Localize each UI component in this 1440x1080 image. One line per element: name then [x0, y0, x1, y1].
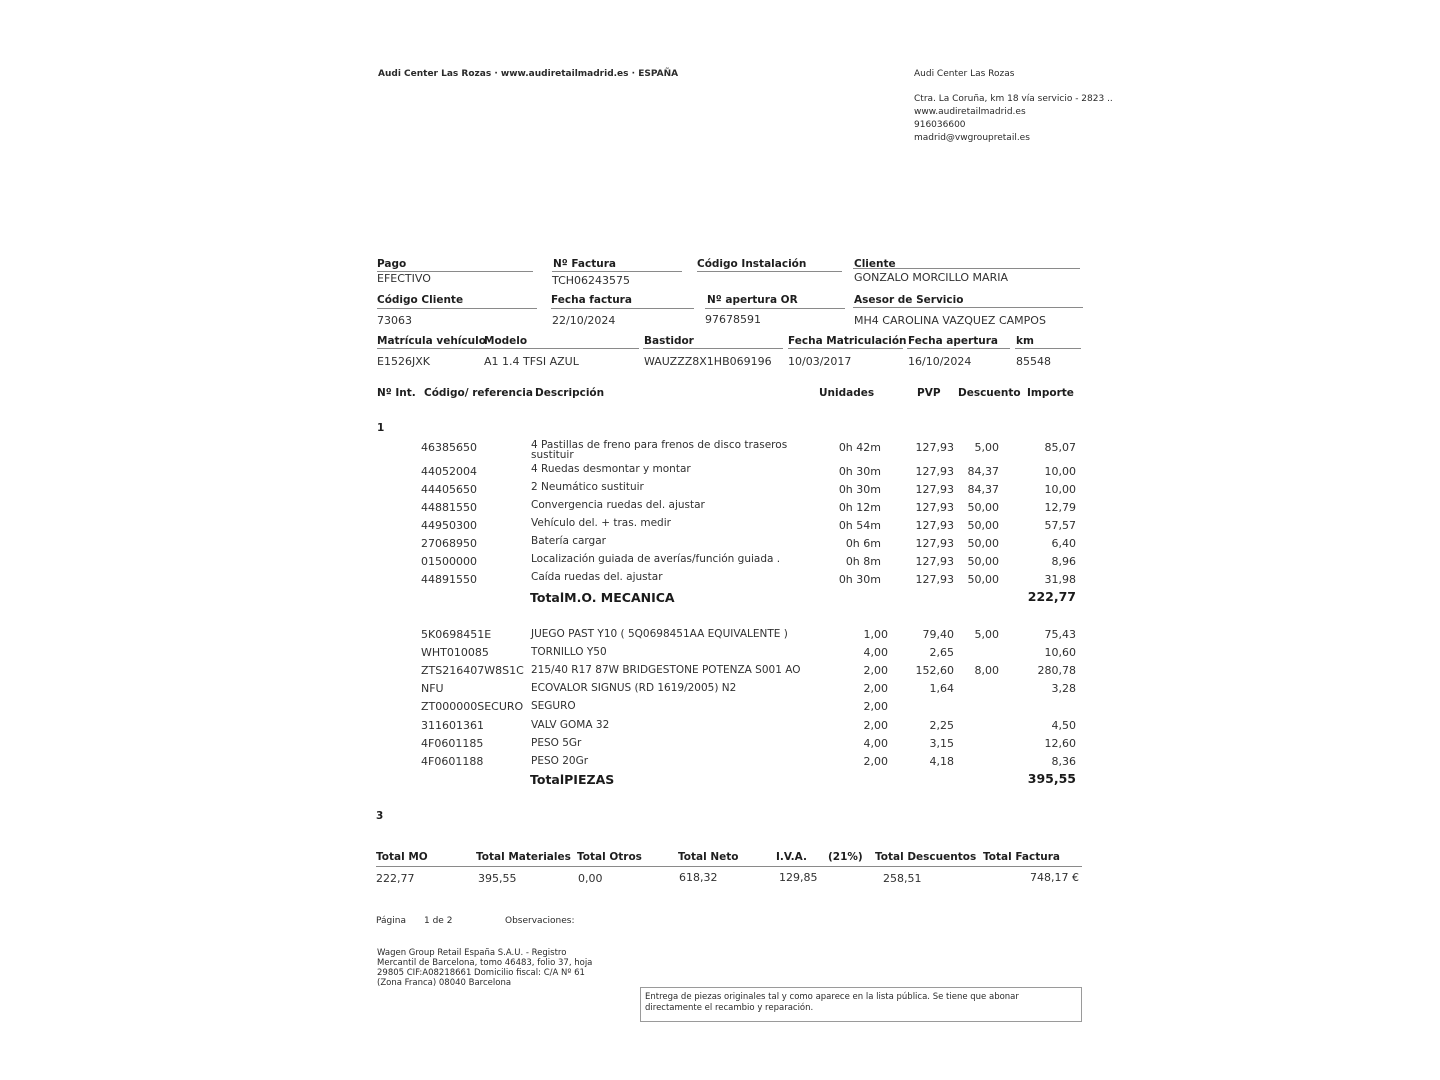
legal-line-4: (Zona Franca) 08040 Barcelona [377, 978, 512, 988]
codigo-cliente-value: 73063 [377, 314, 412, 327]
item-amount: 10,00 [1044, 483, 1076, 496]
part-units: 4,00 [863, 646, 888, 659]
part-pvp: 3,15 [929, 737, 954, 750]
iva-label: I.V.A. [776, 851, 807, 863]
part-amount: 10,60 [1044, 646, 1076, 659]
part-description: SEGURO [531, 700, 576, 712]
total-factura-value: 748,17 € [1030, 871, 1079, 884]
part-description: VALV GOMA 32 [531, 719, 610, 731]
note-box [640, 987, 1082, 1022]
legal-line-2: Mercantil de Barcelona, tomo 46483, folio 37, hoja [377, 958, 593, 968]
part-pvp: 4,18 [929, 755, 954, 768]
part-code: 311601361 [421, 719, 484, 732]
item-code: 46385650 [421, 441, 477, 454]
item-description: Batería cargar [531, 535, 606, 547]
total-mo-value: 222,77 [376, 872, 415, 885]
item-description: 4 Ruedas desmontar y montar [531, 463, 691, 475]
col-descuento: Descuento [958, 387, 1021, 399]
note-line-2: directamente el recambio y reparación. [645, 1003, 814, 1013]
item-description: Vehículo del. + tras. medir [531, 517, 671, 529]
matricula-value: E1526JXK [377, 355, 430, 368]
item-description: Caída ruedas del. ajustar [531, 571, 663, 583]
part-units: 2,00 [863, 700, 888, 713]
item-amount: 31,98 [1044, 573, 1076, 586]
item-amount: 6,40 [1051, 537, 1076, 550]
col-n-int: Nº Int. [377, 387, 416, 399]
dealer-phone: 916036600 [914, 120, 966, 130]
total-descuentos-label: Total Descuentos [875, 851, 977, 863]
section-number-3: 3 [376, 810, 384, 822]
part-code: ZT000000SECURO [421, 700, 524, 713]
part-amount: 3,28 [1051, 682, 1076, 695]
item-units: 0h 30m [838, 483, 881, 496]
part-pvp: 2,65 [929, 646, 954, 659]
item-amount: 57,57 [1044, 519, 1076, 532]
dealer-address: Ctra. La Coruña, km 18 vía servicio - 2823 .. [914, 94, 1113, 104]
item-code: 01500000 [421, 555, 477, 568]
item-discount: 50,00 [967, 501, 999, 514]
col-descripcion: Descripción [535, 387, 605, 399]
item-discount: 50,00 [967, 519, 999, 532]
bastidor-label: Bastidor [644, 335, 694, 347]
part-description: PESO 20Gr [531, 755, 589, 767]
factura-label: Nº Factura [553, 258, 616, 270]
item-pvp: 127,93 [915, 483, 954, 496]
dealer-name: Audi Center Las Rozas [914, 69, 1015, 79]
item-units: 0h 30m [838, 465, 881, 478]
dealer-web: www.audiretailmadrid.es [914, 107, 1026, 117]
parts-total-label: TotalPIEZAS [530, 772, 615, 787]
codigo-cliente-label: Código Cliente [377, 294, 464, 306]
company-header-line: Audi Center Las Rozas · www.audiretailmadrid.es · ESPAÑA [378, 69, 679, 79]
part-discount: 8,00 [974, 664, 999, 677]
item-discount: 84,37 [967, 465, 999, 478]
modelo-value: A1 1.4 TFSI AZUL [484, 355, 579, 368]
km-value: 85548 [1016, 355, 1051, 368]
part-pvp: 79,40 [922, 628, 954, 641]
apertura-or-value: 97678591 [705, 313, 761, 326]
parts-total-value: 395,55 [1027, 771, 1076, 786]
part-units: 1,00 [863, 628, 888, 641]
part-code: 5K0698451E [421, 628, 492, 641]
section-number: 1 [377, 422, 385, 434]
part-amount: 8,36 [1051, 755, 1076, 768]
part-units: 2,00 [863, 755, 888, 768]
item-code: 44052004 [421, 465, 477, 478]
item-units: 0h 54m [838, 519, 881, 532]
note-line-1: Entrega de piezas originales tal y como aparece en la lista pública. Se tiene que abonar [645, 992, 1019, 1002]
item-description: 4 Pastillas de freno para frenos de disco traseros [531, 439, 788, 451]
km-label: km [1016, 335, 1034, 347]
item-code: 27068950 [421, 537, 477, 550]
part-discount: 5,00 [974, 628, 999, 641]
item-amount: 12,79 [1044, 501, 1076, 514]
col-codigo: Código/ referencia [424, 387, 533, 399]
total-neto-value: 618,32 [679, 871, 718, 884]
fecha-matriculacion-label: Fecha Matriculación [788, 335, 907, 347]
item-code: 44891550 [421, 573, 477, 586]
item-discount: 50,00 [967, 537, 999, 550]
labor-total-value: 222,77 [1027, 589, 1076, 604]
fecha-apertura-label: Fecha apertura [908, 335, 998, 347]
asesor-value: MH4 CAROLINA VAZQUEZ CAMPOS [854, 314, 1046, 327]
item-pvp: 127,93 [915, 465, 954, 478]
part-description: 215/40 R17 87W BRIDGESTONE POTENZA S001 AO [531, 664, 801, 676]
modelo-label: Modelo [484, 335, 528, 347]
part-code: 4F0601188 [421, 755, 484, 768]
item-description: 2 Neumático sustituir [531, 481, 644, 493]
item-units: 0h 12m [838, 501, 881, 514]
item-discount: 50,00 [967, 573, 999, 586]
col-importe: Importe [1027, 387, 1074, 399]
item-pvp: 127,93 [915, 555, 954, 568]
total-factura-label: Total Factura [983, 851, 1060, 863]
part-units: 4,00 [863, 737, 888, 750]
total-mo-label: Total MO [376, 851, 428, 863]
fecha-factura-value: 22/10/2024 [552, 314, 616, 327]
item-pvp: 127,93 [915, 441, 954, 454]
total-materiales-label: Total Materiales [476, 851, 571, 863]
legal-line-3: 29805 CIF:A08218661 Domicilio fiscal: C/A Nº 61 [377, 968, 585, 978]
item-amount: 85,07 [1044, 441, 1076, 454]
part-units: 2,00 [863, 682, 888, 695]
item-discount: 5,00 [974, 441, 999, 454]
item-pvp: 127,93 [915, 519, 954, 532]
item-description-cont: sustituir [531, 449, 574, 461]
part-code: 4F0601185 [421, 737, 484, 750]
part-description: TORNILLO Y50 [531, 646, 607, 658]
item-pvp: 127,93 [915, 573, 954, 586]
part-units: 2,00 [863, 719, 888, 732]
cliente-label: Cliente [854, 258, 896, 270]
part-amount: 12,60 [1044, 737, 1076, 750]
item-code: 44950300 [421, 519, 477, 532]
col-pvp: PVP [917, 387, 941, 399]
part-description: JUEGO PAST Y10 ( 5Q0698451AA EQUIVALENTE ) [531, 628, 788, 640]
part-code: ZTS216407W8S1C [421, 664, 524, 677]
item-amount: 8,96 [1051, 555, 1076, 568]
item-description: Localización guiada de averías/función guiada . [531, 553, 781, 565]
factura-number: TCH06243575 [552, 274, 631, 287]
total-otros-label: Total Otros [577, 851, 642, 863]
item-units: 0h 42m [838, 441, 881, 454]
item-code: 44881550 [421, 501, 477, 514]
iva-rate-label: (21%) [828, 851, 863, 863]
part-units: 2,00 [863, 664, 888, 677]
item-units: 0h 30m [838, 573, 881, 586]
part-code: NFU [421, 682, 444, 695]
item-description: Convergencia ruedas del. ajustar [531, 499, 705, 511]
item-pvp: 127,93 [915, 501, 954, 514]
total-otros-value: 0,00 [578, 872, 603, 885]
total-descuentos-value: 258,51 [883, 872, 922, 885]
instalacion-label: Código Instalación [697, 258, 807, 270]
item-discount: 50,00 [967, 555, 999, 568]
legal-line-1: Wagen Group Retail España S.A.U. - Registro [377, 948, 567, 958]
part-amount: 4,50 [1051, 719, 1076, 732]
item-pvp: 127,93 [915, 537, 954, 550]
pago-value: EFECTIVO [377, 272, 431, 285]
item-discount: 84,37 [967, 483, 999, 496]
part-description: PESO 5Gr [531, 737, 582, 749]
pagina-label: Página [376, 916, 406, 926]
iva-value: 129,85 [779, 871, 818, 884]
asesor-label: Asesor de Servicio [854, 294, 964, 306]
part-amount: 280,78 [1037, 664, 1076, 677]
part-pvp: 152,60 [915, 664, 954, 677]
labor-total-label: TotalM.O. MECANICA [530, 590, 675, 605]
part-code: WHT010085 [421, 646, 489, 659]
dealer-email: madrid@vwgroupretail.es [914, 133, 1030, 143]
part-amount: 75,43 [1044, 628, 1076, 641]
fecha-apertura-value: 16/10/2024 [908, 355, 972, 368]
part-pvp: 2,25 [929, 719, 954, 732]
part-pvp: 1,64 [929, 682, 954, 695]
pago-label: Pago [377, 258, 407, 270]
pagina-value: 1 de 2 [424, 916, 453, 926]
matricula-label: Matrícula vehículo [377, 335, 486, 347]
item-units: 0h 6m [845, 537, 881, 550]
observaciones-label: Observaciones: [505, 916, 575, 926]
part-description: ECOVALOR SIGNUS (RD 1619/2005) N2 [531, 682, 737, 694]
item-units: 0h 8m [845, 555, 881, 568]
fecha-factura-label: Fecha factura [551, 294, 632, 306]
item-amount: 10,00 [1044, 465, 1076, 478]
col-unidades: Unidades [819, 387, 875, 399]
cliente-name: GONZALO MORCILLO MARIA [854, 271, 1008, 284]
total-neto-label: Total Neto [678, 851, 739, 863]
fecha-matriculacion-value: 10/03/2017 [788, 355, 852, 368]
item-code: 44405650 [421, 483, 477, 496]
apertura-or-label: Nº apertura OR [707, 294, 798, 306]
total-materiales-value: 395,55 [478, 872, 517, 885]
bastidor-value: WAUZZZ8X1HB069196 [644, 355, 772, 368]
